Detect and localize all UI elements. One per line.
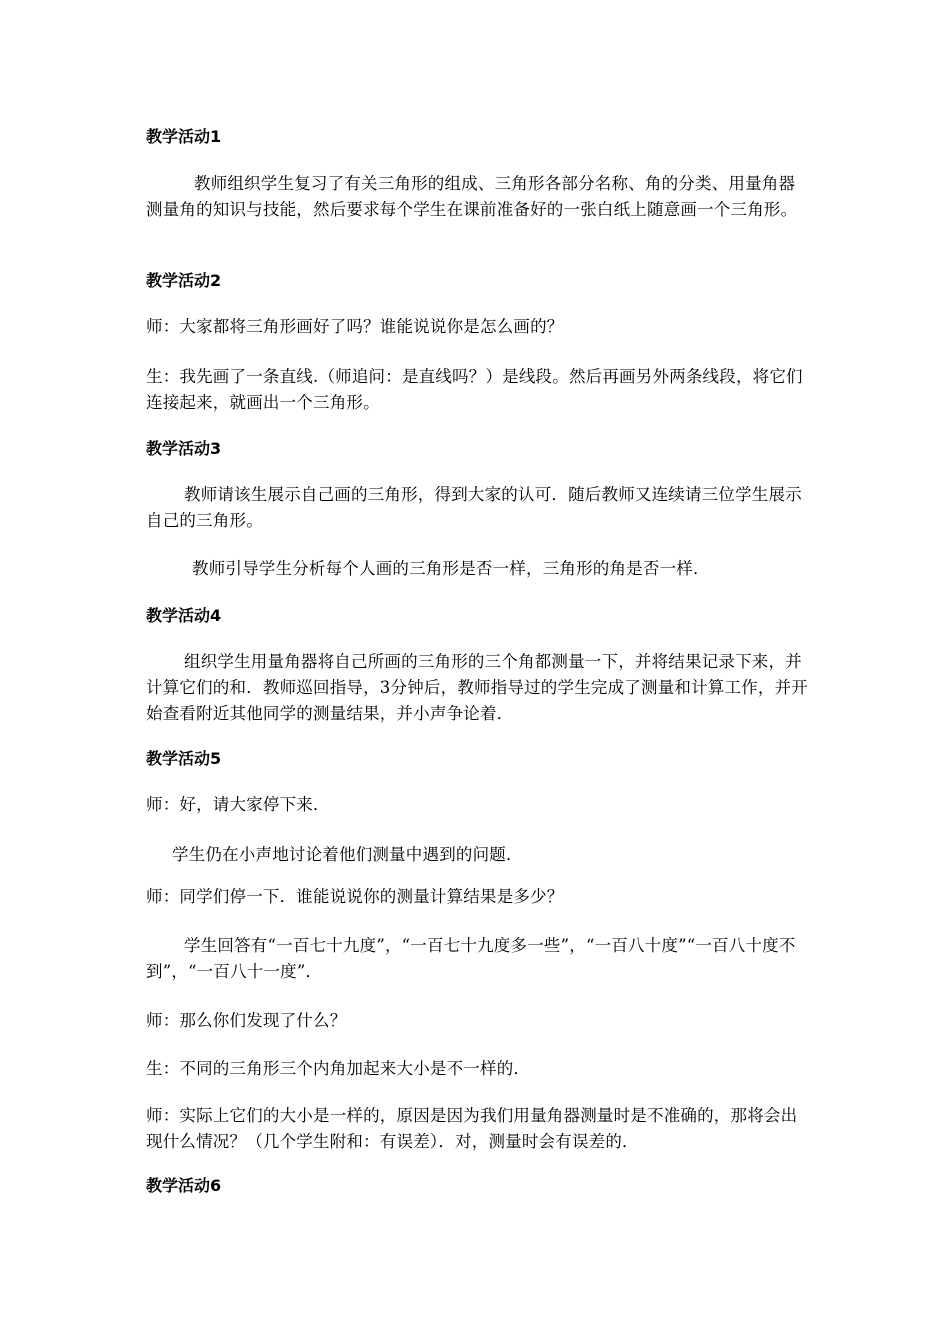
paragraph: 师：那么你们发现了什么？ (146, 1011, 347, 1030)
heading-activity-4: 教学活动4 (146, 606, 222, 625)
heading-activity-5: 教学活动5 (146, 749, 222, 768)
heading-activity-1: 教学活动1 (146, 127, 222, 146)
paragraph: 生：我先画了一条直线.（师追问：是直线吗？）是线段。然后再画另外两条线段，将它们连接起来，就画出一个三角形。 (146, 367, 803, 412)
paragraph: 生：不同的三角形三个内角加起来大小是不一样的． (146, 1059, 531, 1078)
paragraph: 教师组织学生复习了有关三角形的组成、三角形各部分名称、角的分类、用量角器测量角的知识与技能，然后要求每个学生在课前准备好的一张白纸上随意画一个三角形。 (146, 174, 798, 219)
heading-activity-6: 教学活动6 (146, 1176, 222, 1195)
paragraph: 教师请该生展示自己画的三角形，得到大家的认可．随后教师又连续请三位学生展示自己的三角形。 (146, 485, 802, 530)
paragraph: 学生仍在小声地讨论着他们测量中遇到的问题． (172, 845, 523, 864)
paragraph: 学生回答有“一百七十九度”，“一百七十九度多一些”，“一百八十度”“一百八十度不到”，“一百八十一度”． (146, 936, 796, 981)
heading-activity-2: 教学活动2 (146, 271, 222, 290)
heading-activity-3: 教学活动3 (146, 439, 222, 458)
paragraph: 师：好，请大家停下来． (146, 795, 330, 814)
paragraph: 师：同学们停一下．谁能说说你的测量计算结果是多少？ (146, 887, 564, 906)
paragraph: 教师引导学生分析每个人画的三角形是否一样，三角形的角是否一样． (192, 559, 710, 578)
paragraph: 组织学生用量角器将自己所画的三角形的三个角都测量一下，并将结果记录下来，并计算它们的和．教师巡回指导，3分钟后，教师指导过的学生完成了测量和计算工作，并开始查看附近其他同学的测量结果，并小声争论着． (146, 652, 808, 723)
paragraph: 师：实际上它们的大小是一样的，原因是因为我们用量角器测量时是不准确的，那将会出现什么情况？（几个学生附和：有误差）．对，测量时会有误差的． (146, 1106, 798, 1151)
paragraph: 师：大家都将三角形画好了吗？谁能说说你是怎么画的？ (146, 317, 564, 336)
